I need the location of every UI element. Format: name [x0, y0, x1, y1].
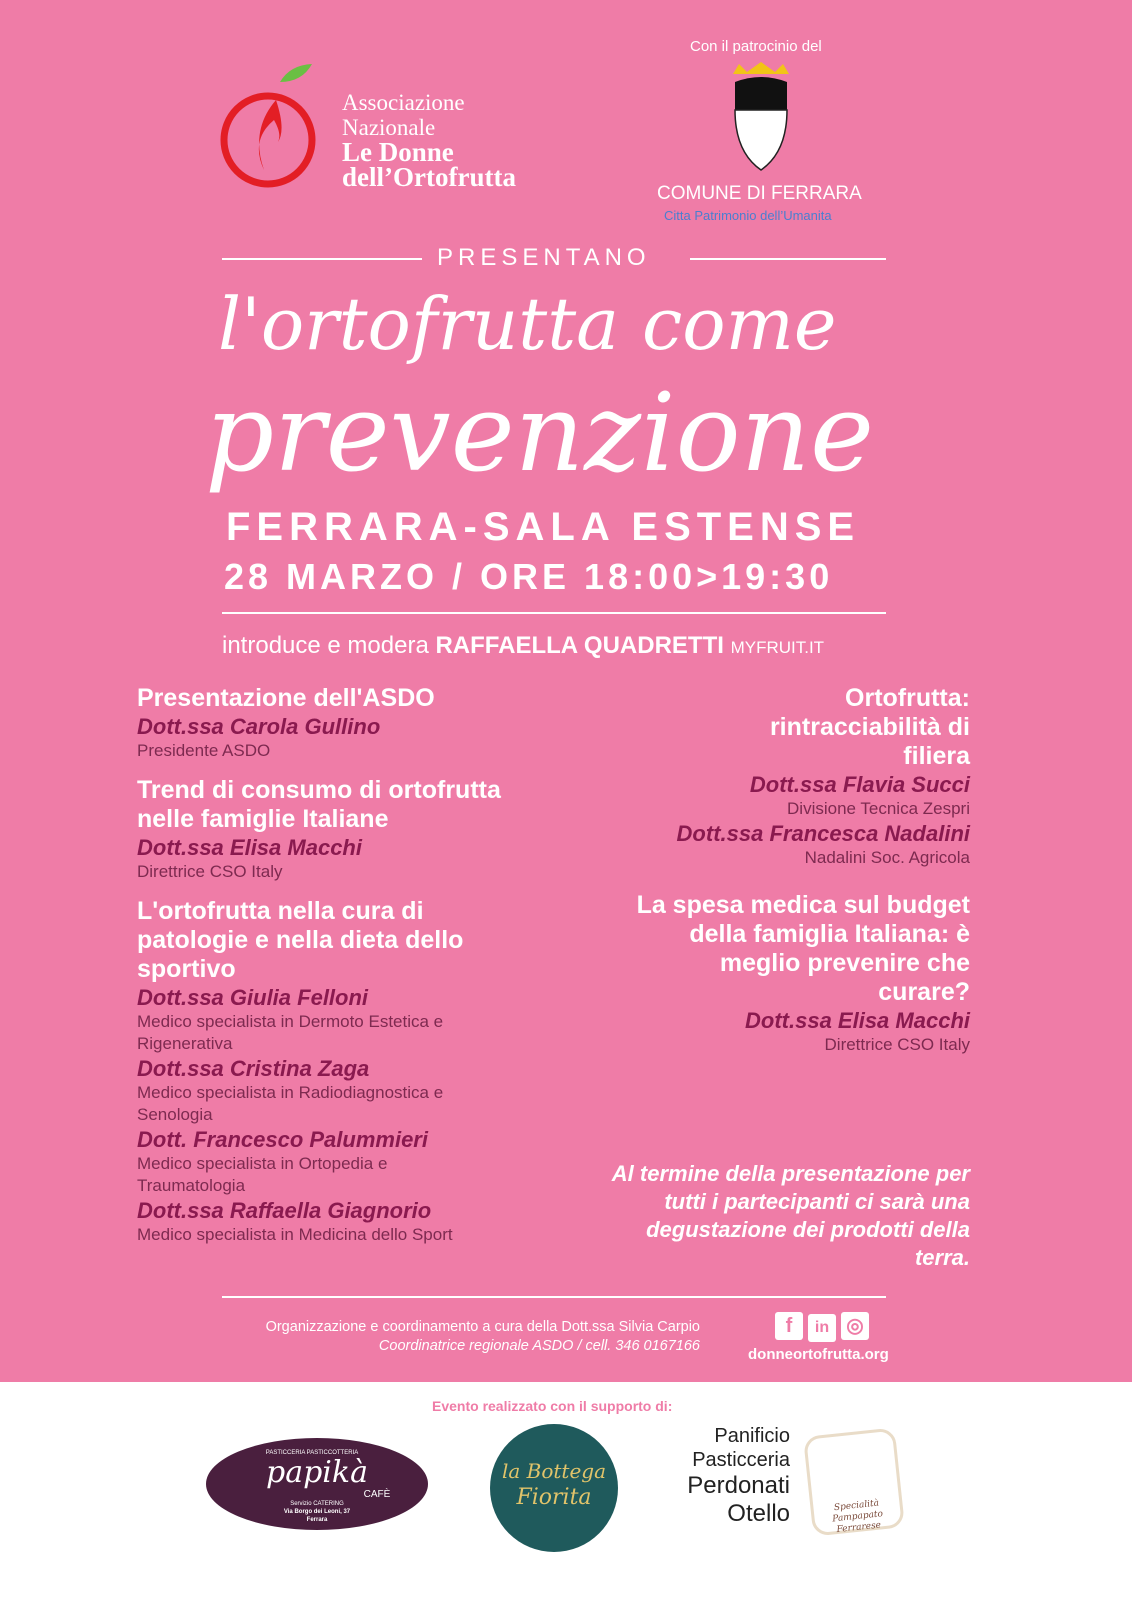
ferrara-coat-of-arms-icon [725, 62, 797, 177]
event-location: FERRARA-SALA ESTENSE [226, 505, 861, 549]
closing-note: Al termine della presentazione per tutti i partecipanti ci sarà una degustazione dei prodotti della terra. [611, 1161, 970, 1270]
speaker-role: Presidente ASDO [137, 741, 271, 760]
comune-subtitle: Citta Patrimonio dell’Umanita [664, 208, 832, 223]
sponsors-label: Evento realizzato con il supporto di: [432, 1398, 673, 1414]
papika-city: Ferrara [306, 1517, 328, 1523]
perdonati-line: Pasticceria [692, 1449, 790, 1471]
title-line-2: prevenzione [205, 371, 875, 496]
event-date-time: 28 MARZO / ORE 18:00>19:30 [224, 556, 834, 597]
divider [222, 612, 886, 614]
topic-title: Trend di consumo di ortofrutta nelle famiglie Italiane [137, 776, 501, 833]
comune-name: COMUNE DI FERRARA [657, 183, 862, 204]
speaker-role: Medico specialista in Dermoto Estetica e Rigenerativa [137, 1012, 444, 1053]
program-left [137, 684, 557, 1260]
speaker-name: Dott. Francesco Palummieri [137, 1127, 428, 1152]
topic-title: La spesa medica sul budget della famiglia Italiana: è meglio prevenire che curare? [636, 891, 970, 1006]
coordinator-text: Coordinatrice regionale ASDO / cell. 346 0167166 [378, 1338, 700, 1354]
speaker-role: Nadalini Soc. Agricola [804, 848, 970, 867]
topic-title: L'ortofrutta nella cura di patologie e nella dieta dello sportivo [137, 897, 464, 983]
speaker-name: Dott.ssa Flavia Succi [749, 772, 970, 797]
org-logo-line: Nazionale [342, 115, 436, 140]
website-link[interactable]: donneortofrutta.org [748, 1346, 889, 1363]
moderator-name: RAFFAELLA QUADRETTI [435, 632, 724, 659]
topic-title: Presentazione dell'ASDO [137, 684, 435, 712]
speaker-role: Medico specialista in Radiodiagnostica e Senologia [137, 1083, 444, 1124]
divider [222, 258, 422, 260]
org-logo-line: dell’Ortofrutta [342, 162, 516, 192]
apple-woman-logo-icon [220, 60, 330, 190]
papika-cafe-logo [206, 1438, 428, 1530]
facebook-icon[interactable]: f [775, 1312, 803, 1340]
program-item [137, 684, 557, 762]
bottega-fiorita-logo [490, 1424, 618, 1552]
speaker-role: Divisione Tecnica Zespri [787, 799, 970, 818]
papika-service: Servizio CATERING [290, 1501, 344, 1507]
speaker-name: Dott.ssa Cristina Zaga [137, 1056, 370, 1081]
perdonati-line: Otello [727, 1500, 790, 1527]
papika-address: Via Borgo dei Leoni, 37 [283, 1509, 351, 1515]
speaker-name: Dott.ssa Carola Gullino [137, 714, 381, 739]
bottega-line: Fiorita [516, 1485, 592, 1510]
moderator-source: MYFRUIT.IT [730, 638, 825, 657]
linkedin-icon[interactable]: in [808, 1314, 836, 1342]
pampapato-logo: Specialità Pampapato Ferrarese [803, 1427, 905, 1536]
divider [690, 258, 886, 260]
speaker-role: Direttrice CSO Italy [137, 862, 283, 881]
perdonati-logo [687, 1424, 790, 1528]
perdonati-line: Panificio [714, 1425, 790, 1447]
speaker-name: Dott.ssa Francesca Nadalini [676, 821, 970, 846]
instagram-icon[interactable]: ◎ [841, 1312, 869, 1340]
perdonati-line: Perdonati [687, 1472, 790, 1499]
divider [222, 1296, 886, 1298]
speaker-name: Dott.ssa Giulia Felloni [137, 985, 369, 1010]
papika-top: PASTICCERIA PASTICCOTTERIA [265, 1450, 359, 1456]
papika-name: papikà [266, 1455, 368, 1490]
patronage-label: Con il patrocinio del [690, 38, 822, 55]
org-logo-line: Associazione [342, 90, 465, 115]
moderator-prefix: introduce e modera [222, 632, 429, 659]
moderator-line [222, 632, 824, 662]
org-logo-text [342, 90, 516, 190]
organizer-text: Organizzazione e coordinamento a cura della Dott.ssa Silvia Carpio [265, 1319, 700, 1335]
social-links [770, 1312, 869, 1342]
title-line-1: l'ortofrutta come [218, 282, 837, 366]
program-right [550, 684, 970, 1070]
speaker-name: Dott.ssa Raffaella Giagnorio [137, 1198, 432, 1223]
organization-credits [266, 1318, 700, 1356]
program-item [550, 684, 970, 869]
speaker-role: Medico specialista in Ortopedia e Traumatologia [137, 1154, 388, 1195]
speaker-role: Medico specialista in Medicina dello Sport [137, 1225, 453, 1244]
topic-title: Ortofrutta: rintracciabilità di filiera [769, 684, 970, 770]
presentano-label: PRESENTANO [437, 244, 651, 271]
program-item [137, 897, 537, 1246]
program-item [550, 891, 970, 1056]
speaker-role: Direttrice CSO Italy [824, 1035, 970, 1054]
org-logo-line: Le Donne [342, 137, 454, 167]
speaker-name: Dott.ssa Elisa Macchi [745, 1008, 970, 1033]
papika-cafe: CAFÈ [363, 1489, 391, 1500]
speaker-name: Dott.ssa Elisa Macchi [137, 835, 362, 860]
bottega-line: la Bottega [501, 1459, 607, 1483]
program-item [137, 776, 557, 883]
